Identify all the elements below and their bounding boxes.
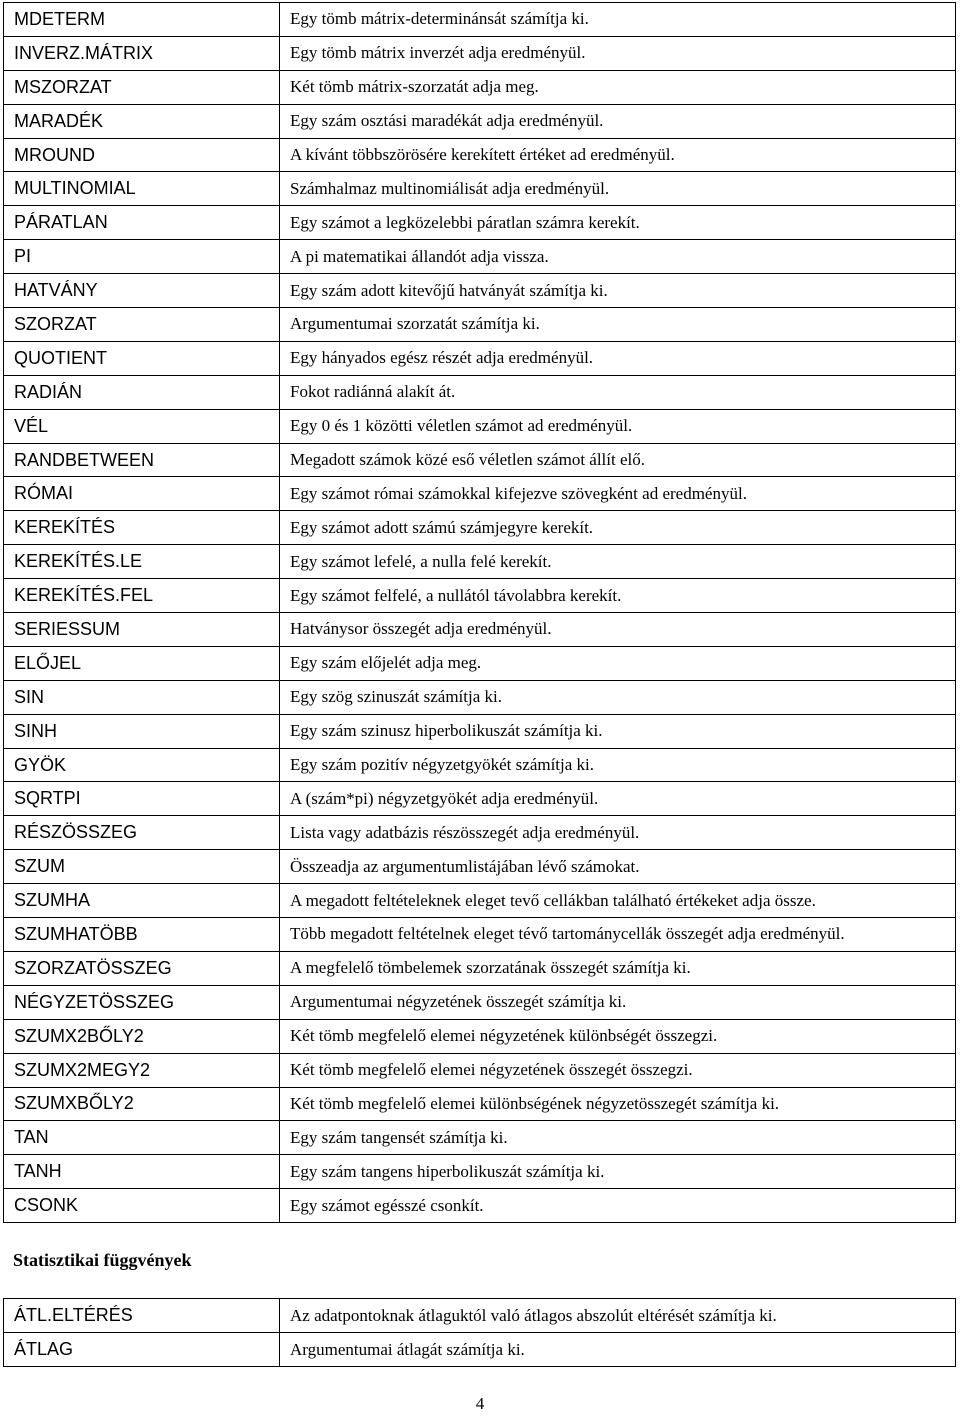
function-name-cell: KEREKÍTÉS.LE xyxy=(4,545,280,579)
table-row xyxy=(4,884,956,918)
function-description-cell: A megfelelő tömbelemek szorzatának összegét számítja ki. xyxy=(280,951,956,985)
function-description-cell: Egy szám tangens hiperbolikuszát számítja ki. xyxy=(280,1155,956,1189)
function-description-cell: Számhalmaz multinomiálisát adja eredményül. xyxy=(280,172,956,206)
function-description-cell: Egy tömb mátrix-determinánsát számítja ki. xyxy=(280,3,956,37)
table-row xyxy=(4,1189,956,1223)
function-description-cell: Egy szám osztási maradékát adja eredményül. xyxy=(280,104,956,138)
function-description-cell: Lista vagy adatbázis részösszegét adja eredményül. xyxy=(280,816,956,850)
statistics-functions-body xyxy=(4,1299,956,1367)
function-description-cell: A kívánt többszörösére kerekített értéket ad eredményül. xyxy=(280,138,956,172)
function-name-cell: INVERZ.MÁTRIX xyxy=(4,36,280,70)
function-description-cell: Hatványsor összegét adja eredményül. xyxy=(280,613,956,647)
function-description-cell: Egy számot lefelé, a nulla felé kerekít. xyxy=(280,545,956,579)
function-description-cell: Fokot radiánná alakít át. xyxy=(280,375,956,409)
function-name-cell: RADIÁN xyxy=(4,375,280,409)
table-row xyxy=(4,714,956,748)
function-name-cell: SZUMHATÖBB xyxy=(4,918,280,952)
function-name-cell: SIN xyxy=(4,680,280,714)
table-row xyxy=(4,816,956,850)
function-name-cell: TANH xyxy=(4,1155,280,1189)
function-name-cell: KEREKÍTÉS.FEL xyxy=(4,579,280,613)
function-name-cell: MULTINOMIAL xyxy=(4,172,280,206)
table-row xyxy=(4,240,956,274)
function-description-cell: Argumentumai átlagát számítja ki. xyxy=(280,1333,956,1367)
function-name-cell: GYÖK xyxy=(4,748,280,782)
table-row xyxy=(4,409,956,443)
function-description-cell: Argumentumai négyzetének összegét számítja ki. xyxy=(280,985,956,1019)
function-description-cell: Egy számot római számokkal kifejezve szövegként ad eredményül. xyxy=(280,477,956,511)
function-name-cell: SZUMX2BŐLY2 xyxy=(4,1019,280,1053)
function-name-cell: QUOTIENT xyxy=(4,341,280,375)
function-description-cell: Egy 0 és 1 közötti véletlen számot ad eredményül. xyxy=(280,409,956,443)
table-row xyxy=(4,918,956,952)
function-name-cell: SZUMXBŐLY2 xyxy=(4,1087,280,1121)
function-name-cell: ÁTLAG xyxy=(4,1333,280,1367)
table-row xyxy=(4,443,956,477)
function-description-cell: Egy számot felfelé, a nullától távolabbra kerekít. xyxy=(280,579,956,613)
table-row xyxy=(4,680,956,714)
function-description-cell: A pi matematikai állandót adja vissza. xyxy=(280,240,956,274)
table-row xyxy=(4,850,956,884)
function-name-cell: CSONK xyxy=(4,1189,280,1223)
function-description-cell: Egy szám szinusz hiperbolikuszát számítja ki. xyxy=(280,714,956,748)
function-description-cell: Az adatpontoknak átlaguktól való átlagos abszolút eltérését számítja ki. xyxy=(280,1299,956,1333)
function-description-cell: Két tömb mátrix-szorzatát adja meg. xyxy=(280,70,956,104)
function-description-cell: Megadott számok közé eső véletlen számot állít elő. xyxy=(280,443,956,477)
function-description-cell: Egy hányados egész részét adja eredményül. xyxy=(280,341,956,375)
function-name-cell: TAN xyxy=(4,1121,280,1155)
function-description-cell: Egy számot egésszé csonkít. xyxy=(280,1189,956,1223)
function-name-cell: HATVÁNY xyxy=(4,274,280,308)
table-row xyxy=(4,274,956,308)
function-name-cell: SQRTPI xyxy=(4,782,280,816)
function-name-cell: KEREKÍTÉS xyxy=(4,511,280,545)
table-row xyxy=(4,1333,956,1367)
function-name-cell: RÓMAI xyxy=(4,477,280,511)
function-name-cell: MROUND xyxy=(4,138,280,172)
section-title-statistics: Statisztikai függvények xyxy=(13,1250,192,1270)
function-name-cell: SINH xyxy=(4,714,280,748)
math-functions-body xyxy=(4,3,956,1223)
function-name-cell: MDETERM xyxy=(4,3,280,37)
table-row xyxy=(4,748,956,782)
function-description-cell: Egy tömb mátrix inverzét adja eredményül. xyxy=(280,36,956,70)
table-row xyxy=(4,1299,956,1333)
function-description-cell: Egy számot adott számú számjegyre kerekít. xyxy=(280,511,956,545)
table-row xyxy=(4,1121,956,1155)
table-row xyxy=(4,138,956,172)
function-name-cell: SZORZAT xyxy=(4,308,280,342)
function-description-cell: Egy szám pozitív négyzetgyökét számítja ki. xyxy=(280,748,956,782)
table-row xyxy=(4,579,956,613)
function-description-cell: A megadott feltételeknek eleget tevő cellákban található értékeket adja össze. xyxy=(280,884,956,918)
table-row xyxy=(4,613,956,647)
table-row xyxy=(4,1053,956,1087)
table-row xyxy=(4,375,956,409)
table-row xyxy=(4,1087,956,1121)
table-row xyxy=(4,545,956,579)
function-name-cell: MARADÉK xyxy=(4,104,280,138)
function-name-cell: VÉL xyxy=(4,409,280,443)
table-row xyxy=(4,477,956,511)
function-name-cell: RÉSZÖSSZEG xyxy=(4,816,280,850)
table-row xyxy=(4,511,956,545)
function-name-cell: PI xyxy=(4,240,280,274)
function-name-cell: MSZORZAT xyxy=(4,70,280,104)
math-functions-table xyxy=(3,2,956,1223)
function-description-cell: Összeadja az argumentumlistájában lévő számokat. xyxy=(280,850,956,884)
function-name-cell: PÁRATLAN xyxy=(4,206,280,240)
table-row xyxy=(4,1155,956,1189)
function-description-cell: Egy szám tangensét számítja ki. xyxy=(280,1121,956,1155)
function-name-cell: RANDBETWEEN xyxy=(4,443,280,477)
function-description-cell: Egy szög szinuszát számítja ki. xyxy=(280,680,956,714)
table-row xyxy=(4,985,956,1019)
table-row xyxy=(4,206,956,240)
table-row xyxy=(4,104,956,138)
function-description-cell: Egy számot a legközelebbi páratlan számra kerekít. xyxy=(280,206,956,240)
function-description-cell: Két tömb megfelelő elemei négyzetének különbségét összegzi. xyxy=(280,1019,956,1053)
function-name-cell: SZUMHA xyxy=(4,884,280,918)
function-name-cell: SZORZATÖSSZEG xyxy=(4,951,280,985)
table-row xyxy=(4,782,956,816)
function-name-cell: SZUMX2MEGY2 xyxy=(4,1053,280,1087)
function-name-cell: NÉGYZETÖSSZEG xyxy=(4,985,280,1019)
function-description-cell: Két tömb megfelelő elemei különbségének négyzetösszegét számítja ki. xyxy=(280,1087,956,1121)
table-row xyxy=(4,951,956,985)
function-description-cell: Két tömb megfelelő elemei négyzetének összegét összegzi. xyxy=(280,1053,956,1087)
function-name-cell: SERIESSUM xyxy=(4,613,280,647)
table-row xyxy=(4,36,956,70)
table-row xyxy=(4,3,956,37)
page-number: 4 xyxy=(475,1394,485,1413)
table-row xyxy=(4,70,956,104)
table-row xyxy=(4,1019,956,1053)
function-description-cell: Argumentumai szorzatát számítja ki. xyxy=(280,308,956,342)
function-name-cell: ELŐJEL xyxy=(4,646,280,680)
table-row xyxy=(4,308,956,342)
function-name-cell: SZUM xyxy=(4,850,280,884)
table-row xyxy=(4,341,956,375)
function-name-cell: ÁTL.ELTÉRÉS xyxy=(4,1299,280,1333)
function-description-cell: A (szám*pi) négyzetgyökét adja eredményül. xyxy=(280,782,956,816)
function-description-cell: Egy szám adott kitevőjű hatványát számítja ki. xyxy=(280,274,956,308)
function-description-cell: Egy szám előjelét adja meg. xyxy=(280,646,956,680)
function-description-cell: Több megadott feltételnek eleget tévő tartománycellák összegét adja eredményül. xyxy=(280,918,956,952)
table-row xyxy=(4,172,956,206)
statistics-functions-table xyxy=(3,1298,956,1367)
table-row xyxy=(4,646,956,680)
